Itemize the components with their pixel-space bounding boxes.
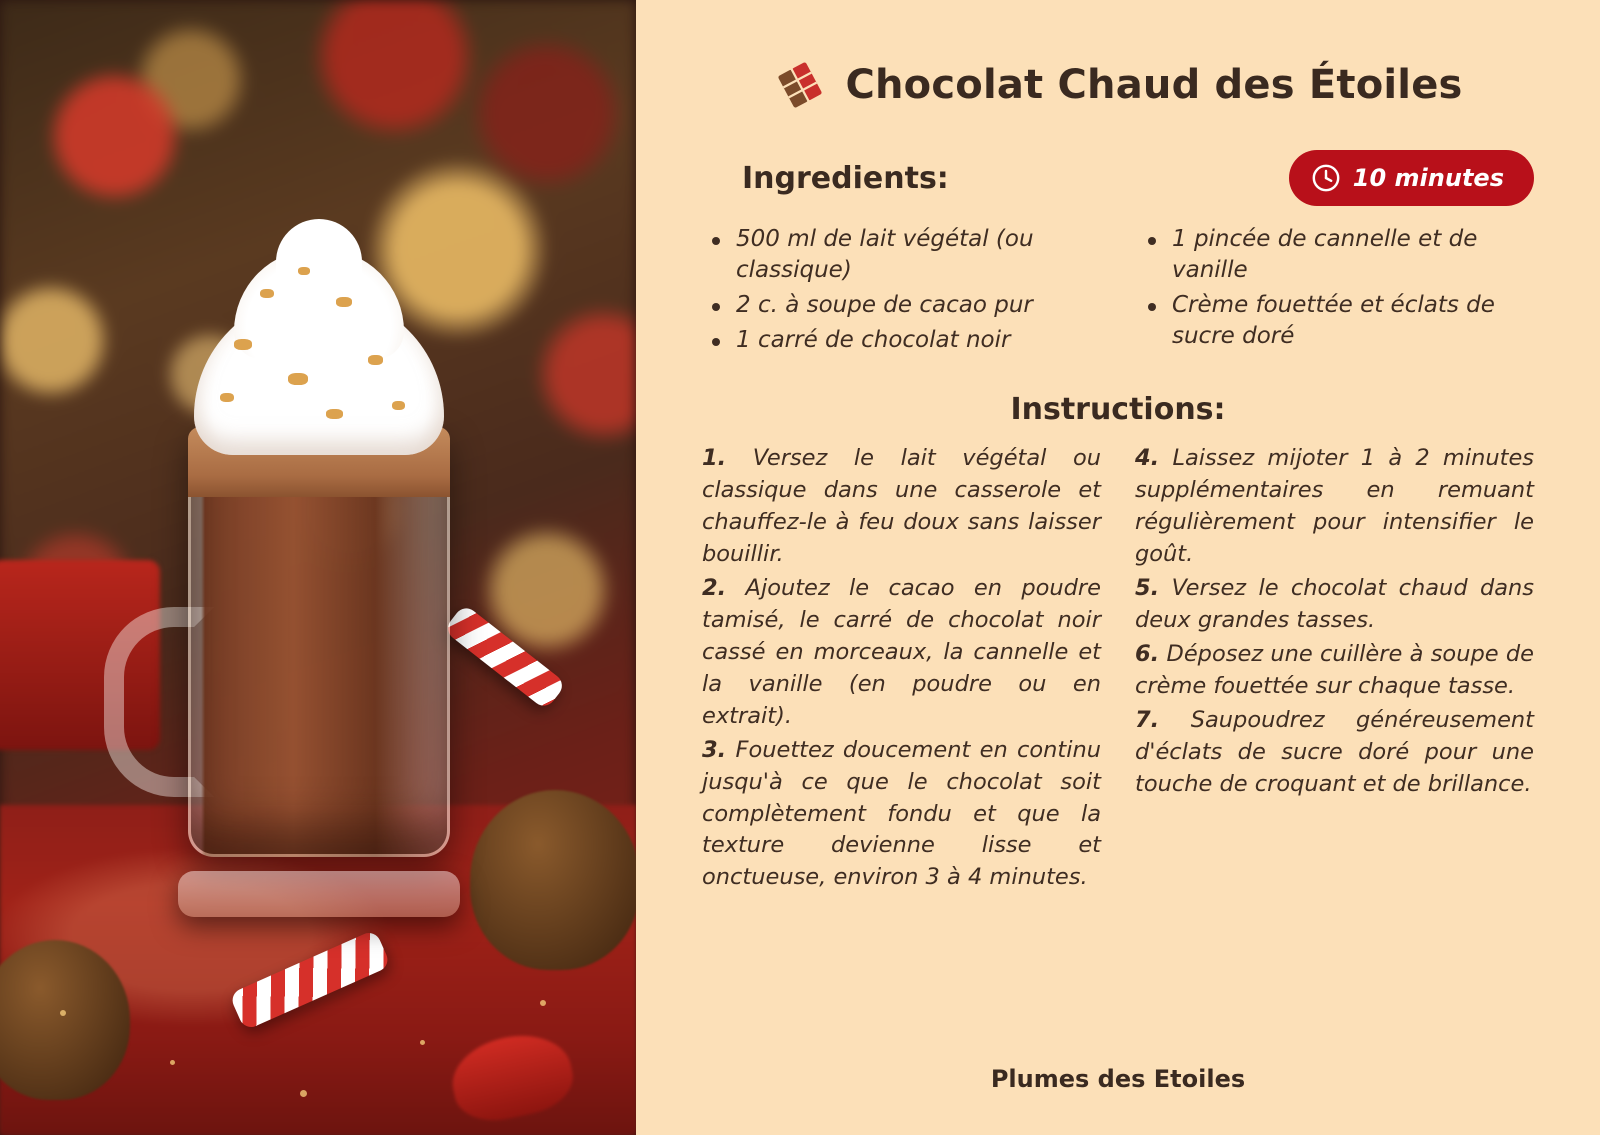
sugar-sprinkle — [298, 267, 310, 275]
sugar-sprinkle — [336, 297, 352, 307]
ingredients-header-row — [702, 150, 1534, 206]
sugar-sprinkle — [326, 409, 343, 419]
instruction-step — [1135, 639, 1534, 703]
ingredients-list-right — [1138, 224, 1534, 352]
instruction-step — [1135, 573, 1534, 637]
step-number: 6. — [1135, 640, 1160, 667]
sugar-sprinkle — [234, 339, 252, 350]
sugar-sprinkle — [260, 289, 274, 298]
recipe-photo — [0, 0, 636, 1135]
instructions-columns — [702, 443, 1534, 1049]
instruction-step — [1135, 443, 1534, 571]
ingredients-columns — [702, 224, 1534, 360]
cook-time-badge — [1289, 150, 1534, 206]
ingredients-list-left — [702, 224, 1098, 356]
list-item: Crème fouettée et éclats de sucre doré — [1138, 290, 1534, 352]
step-text: Laissez mijoter 1 à 2 minutes supplémentaires en remuant régulièrement pour intensifier le goût. — [1135, 445, 1535, 567]
instructions-column-right — [1135, 443, 1534, 1049]
step-number: 3. — [702, 736, 727, 763]
step-text: Déposez une cuillère à soupe de crème fouettée sur chaque tasse. — [1135, 640, 1534, 699]
glitter-speck — [300, 1090, 307, 1097]
title-row — [702, 58, 1534, 112]
step-number: 7. — [1135, 706, 1160, 733]
step-number: 4. — [1135, 445, 1160, 472]
pinecone-icon — [470, 790, 636, 970]
glitter-speck — [60, 1010, 66, 1016]
step-text: Fouettez doucement en continu jusqu'à ce que le chocolat soit complètement fondu et que la texture devienne lisse et onctueuse, environ 3 à 4 minutes. — [702, 736, 1101, 891]
glitter-speck — [170, 1060, 175, 1065]
instructions-heading: Instructions: — [1010, 392, 1226, 428]
glitter-speck — [420, 1040, 425, 1045]
step-number: 5. — [1135, 574, 1160, 601]
cook-time-label: 10 minutes — [1352, 164, 1504, 192]
step-number: 1. — [702, 445, 727, 472]
sugar-sprinkle — [368, 355, 383, 365]
sugar-sprinkle — [220, 393, 234, 402]
list-item: 500 ml de lait végétal (ou classique) — [702, 224, 1098, 286]
instruction-step — [702, 735, 1101, 895]
list-item: 2 c. à soupe de cacao pur — [702, 290, 1098, 321]
page-title: Chocolat Chaud des Étoiles — [845, 62, 1463, 108]
step-text: Saupoudrez généreusement d'éclats de sucre doré pour une touche de croquant et de brillance. — [1135, 706, 1535, 797]
ingredients-heading: Ingredients: — [742, 160, 949, 196]
clock-icon — [1311, 163, 1341, 193]
ingredients-column-left — [702, 224, 1098, 360]
ingredients-column-right — [1138, 224, 1534, 360]
glitter-speck — [540, 1000, 546, 1006]
step-number: 2. — [702, 574, 727, 601]
instruction-step — [702, 573, 1101, 733]
step-text: Versez le lait végétal ou classique dans une casserole et chauffez-le à feu doux sans laisser bouillir. — [702, 445, 1101, 567]
step-text: Ajoutez le cacao en poudre tamisé, le carré de chocolat noir cassé en morceaux, la cannelle et la vanille (en poudre ou en extrait). — [702, 574, 1102, 729]
chocolate-bar-icon — [773, 58, 827, 112]
step-text: Versez le chocolat chaud dans deux grandes tasses. — [1135, 574, 1535, 633]
instruction-step — [1135, 705, 1534, 801]
instructions-column-left — [702, 443, 1101, 1049]
sugar-sprinkle — [288, 373, 308, 385]
list-item: 1 pincée de cannelle et de vanille — [1138, 224, 1534, 286]
mug-base — [178, 871, 460, 917]
hot-chocolate-mug — [168, 277, 468, 917]
list-item: 1 carré de chocolat noir — [702, 325, 1098, 356]
brand-footer: Plumes des Etoiles — [990, 1065, 1246, 1093]
recipe-content — [636, 0, 1600, 1135]
instruction-step — [702, 443, 1101, 571]
sugar-sprinkle — [392, 401, 405, 410]
